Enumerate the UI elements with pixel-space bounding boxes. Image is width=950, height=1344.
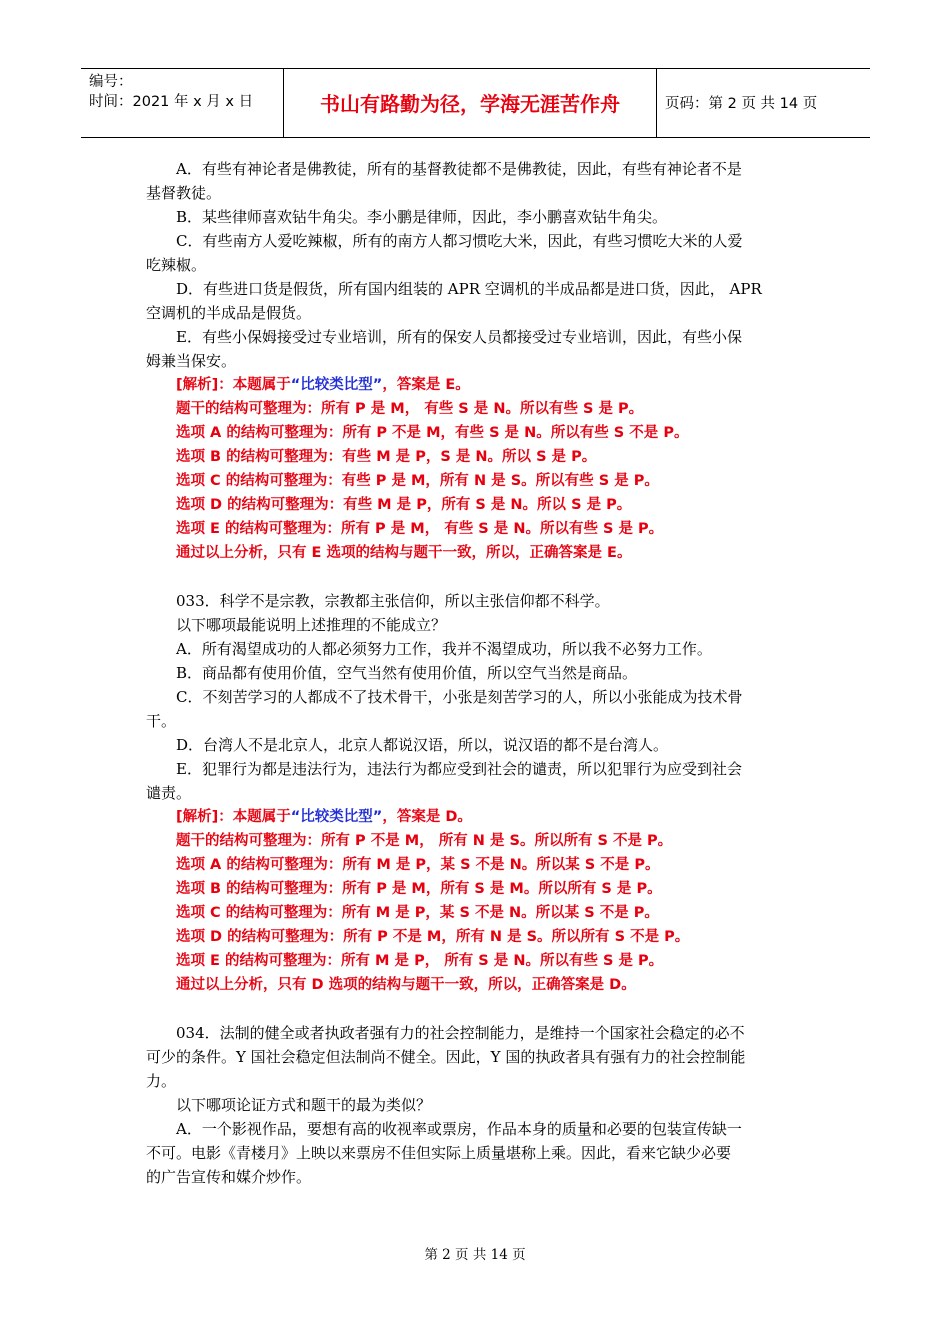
q034-stem-line3: 力。 bbox=[146, 1072, 177, 1090]
q032-analysis-line: 题干的结构可整理为：所有 P 是 M， 有些 S 是 N。所以有些 S 是 P。 bbox=[176, 401, 644, 417]
q033-analysis-line: 选项 B 的结构可整理为：所有 P 是 M，所有 S 是 M。所以所有 S 是 P。 bbox=[176, 881, 662, 897]
page-footer: 第 2 页 共 14 页 bbox=[424, 1247, 526, 1263]
q033-analysis-line: 选项 D 的结构可整理为：所有 P 不是 M，所有 N 是 S。所以所有 S 不是 P。 bbox=[176, 929, 690, 945]
analysis-prefix: [解析]：本题属于 bbox=[176, 377, 291, 393]
header-motto: 书山有路勤为径，学海无涯苦作舟 bbox=[320, 92, 620, 116]
q032-option-c-line2: 吃辣椒。 bbox=[146, 256, 207, 274]
q033-option-c-line1: C．不刻苦学习的人都成不了技术骨干，小张是刻苦学习的人，所以小张能成为技术骨 bbox=[176, 688, 743, 706]
q033-analysis-line: 选项 E 的结构可整理为：所有 M 是 P， 所有 S 是 N。所以有些 S 是 P。 bbox=[176, 953, 664, 969]
analysis-type: “比较类比型” bbox=[290, 809, 383, 825]
q032-option-d-line1: D．有些进口货是假货，所有国内组装的 APR 空调机的半成品都是进口货，因此， APR bbox=[176, 280, 762, 298]
q033-analysis-line: 选项 A 的结构可整理为：所有 M 是 P，某 S 不是 N。所以某 S 不是 P。 bbox=[176, 857, 660, 873]
q033-analysis-conclusion: 通过以上分析，只有 D 选项的结构与题干一致，所以，正确答案是 D。 bbox=[176, 977, 636, 993]
q033-analysis-line: 选项 C 的结构可整理为：所有 M 是 P，某 S 不是 N。所以某 S 不是 P。 bbox=[176, 905, 659, 921]
q032-analysis-line: 选项 B 的结构可整理为：有些 M 是 P，S 是 N。所以 S 是 P。 bbox=[176, 449, 597, 465]
q032-analysis-line: 选项 A 的结构可整理为：所有 P 不是 M，有些 S 是 N。所以有些 S 不是 P。 bbox=[176, 425, 689, 441]
serial-number-label: 编号： bbox=[89, 74, 133, 90]
q032-option-b: B．某些律师喜欢钻牛角尖。李小鹏是律师，因此，李小鹏喜欢钻牛角尖。 bbox=[176, 208, 668, 226]
date-label: 时间：2021 年 x 月 x 日 bbox=[89, 94, 254, 110]
q032-option-a-line2: 基督教徒。 bbox=[146, 184, 222, 202]
analysis-answer: ，答案是 D。 bbox=[382, 809, 472, 825]
q034-stem-line2: 可少的条件。Y 国社会稳定但法制尚不健全。因此，Y 国的执政者具有强有力的社会控制能 bbox=[146, 1048, 746, 1066]
q033-analysis-line: 题干的结构可整理为：所有 P 不是 M， 所有 N 是 S。所以所有 S 不是 P。 bbox=[176, 833, 673, 849]
q033-option-a: A．所有渴望成功的人都必须努力工作，我并不渴望成功，所以我不必努力工作。 bbox=[176, 640, 712, 658]
analysis-prefix: [解析]：本题属于 bbox=[176, 809, 291, 825]
q032-option-c-line1: C．有些南方人爱吃辣椒，所有的南方人都习惯吃大米，因此，有些习惯吃大米的人爱 bbox=[176, 232, 743, 250]
q034-option-a-line2: 不可。电影《青楼月》上映以来票房不佳但实际上质量堪称上乘。因此，看来它缺少必要 bbox=[146, 1144, 732, 1162]
q033-question: 以下哪项最能说明上述推理的不能成立？ bbox=[176, 616, 447, 634]
header-meta-cell bbox=[81, 69, 284, 137]
q034-question: 以下哪项论证方式和题干的最为类似？ bbox=[176, 1096, 432, 1114]
q033-option-d: D．台湾人不是北京人，北京人都说汉语，所以，说汉语的都不是台湾人。 bbox=[176, 736, 669, 754]
q032-analysis-heading bbox=[176, 374, 836, 396]
page-header bbox=[81, 68, 870, 138]
header-motto-cell bbox=[284, 69, 657, 137]
q034-option-a-line3: 的广告宣传和媒介炒作。 bbox=[146, 1168, 312, 1186]
q033-option-c-line2: 干。 bbox=[146, 712, 177, 730]
header-page-cell bbox=[657, 69, 870, 137]
q034-option-a-line1: A．一个影视作品，要想有高的收视率或票房，作品本身的质量和必要的包装宣传缺一 bbox=[176, 1120, 742, 1138]
q033-option-e-line2: 谴责。 bbox=[146, 784, 192, 802]
q033-analysis-heading bbox=[176, 806, 836, 828]
q032-option-e-line2: 姆兼当保安。 bbox=[146, 352, 237, 370]
q032-option-a-line1: A．有些有神论者是佛教徒，所有的基督教徒都不是佛教徒，因此，有些有神论者不是 bbox=[176, 160, 742, 178]
q034-stem-line1: 034．法制的健全或者执政者强有力的社会控制能力，是维持一个国家社会稳定的必不 bbox=[176, 1024, 745, 1042]
q032-analysis-conclusion: 通过以上分析，只有 E 选项的结构与题干一致，所以，正确答案是 E。 bbox=[176, 545, 632, 561]
q033-stem: 033．科学不是宗教，宗教都主张信仰，所以主张信仰都不科学。 bbox=[176, 592, 610, 610]
q033-option-e-line1: E．犯罪行为都是违法行为，违法行为都应受到社会的谴责，所以犯罪行为应受到社会 bbox=[176, 760, 742, 778]
q032-option-d-line2: 空调机的半成品是假货。 bbox=[146, 304, 312, 322]
q032-analysis-line: 选项 D 的结构可整理为：有些 M 是 P，所有 S 是 N。所以 S 是 P。 bbox=[176, 497, 632, 513]
q032-analysis-line: 选项 E 的结构可整理为：所有 P 是 M， 有些 S 是 N。所以有些 S 是 P。 bbox=[176, 521, 664, 537]
q032-option-e-line1: E．有些小保姆接受过专业培训，所有的保安人员都接受过专业培训，因此，有些小保 bbox=[176, 328, 742, 346]
analysis-answer: ，答案是 E。 bbox=[382, 377, 470, 393]
header-page-info: 页码：第 2 页 共 14 页 bbox=[665, 96, 818, 112]
q033-option-b: B．商品都有使用价值，空气当然有使用价值，所以空气当然是商品。 bbox=[176, 664, 638, 682]
analysis-type: “比较类比型” bbox=[290, 377, 383, 393]
q032-analysis-line: 选项 C 的结构可整理为：有些 P 是 M，所有 N 是 S。所以有些 S 是 P。 bbox=[176, 473, 659, 489]
